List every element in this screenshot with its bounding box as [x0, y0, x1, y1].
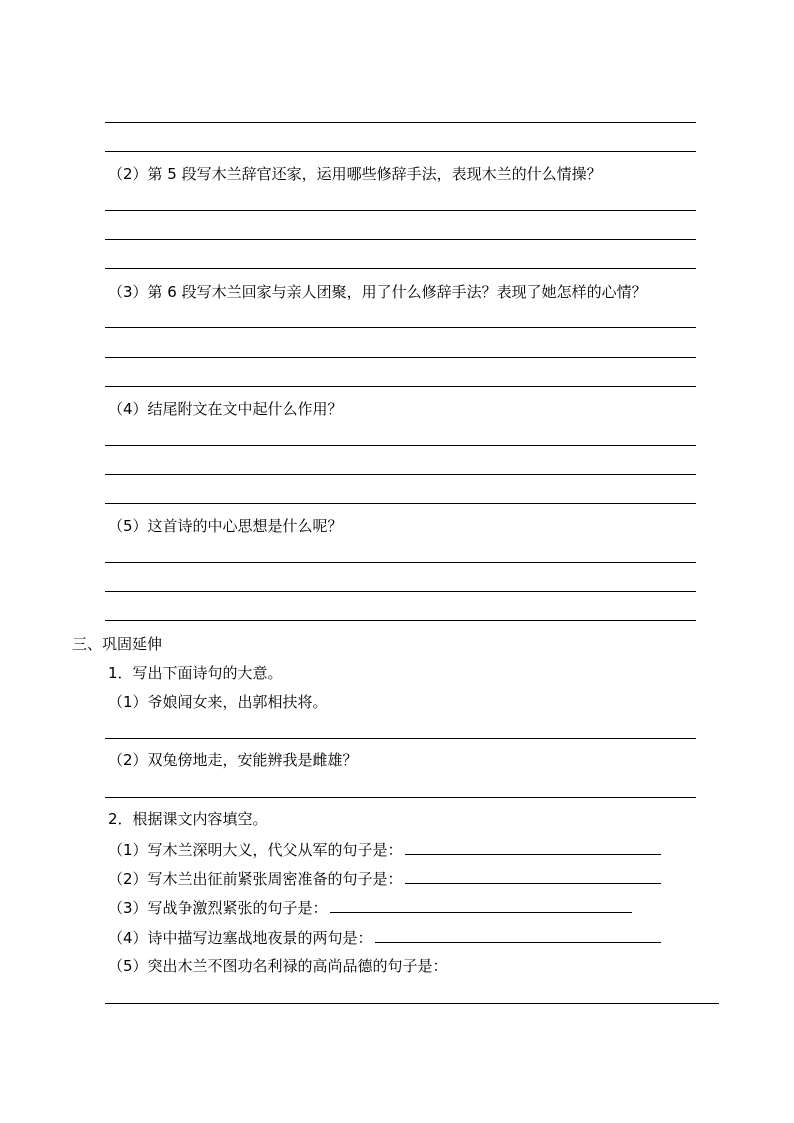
section-heading: 三、巩固延伸 [72, 635, 163, 653]
task-1-item-1: （1）爷娘闻女来，出郭相扶将。 [108, 693, 328, 711]
fill-blank-2[interactable] [405, 869, 661, 884]
answer-line[interactable] [105, 738, 696, 739]
fill-item-2-text: （2）写木兰出征前紧张周密准备的句子是： [108, 870, 403, 888]
answer-line[interactable] [105, 562, 696, 563]
answer-line[interactable] [105, 122, 696, 123]
answer-line[interactable] [105, 327, 696, 328]
answer-line[interactable] [105, 1003, 719, 1004]
fill-item-1 [108, 840, 661, 859]
fill-item-4-text: （4）诗中描写边塞战地夜景的两句是： [108, 929, 373, 947]
task-1-item-2: （2）双兔傍地走，安能辨我是雌雄？ [108, 751, 358, 769]
fill-item-1-text: （1）写木兰深明大义，代父从军的句子是： [108, 841, 403, 859]
answer-line[interactable] [105, 620, 696, 621]
fill-blank-4[interactable] [375, 928, 661, 943]
answer-line[interactable] [105, 797, 696, 798]
fill-blank-3[interactable] [330, 898, 632, 913]
answer-line[interactable] [105, 210, 696, 211]
question-3: （3）第 6 段写木兰回家与亲人团聚，用了什么修辞手法？表现了她怎样的心情？ [108, 283, 647, 301]
answer-line[interactable] [105, 591, 696, 592]
answer-line[interactable] [105, 151, 696, 152]
answer-line[interactable] [105, 386, 696, 387]
answer-line[interactable] [105, 503, 696, 504]
fill-item-4 [108, 928, 661, 947]
fill-item-5: （5）突出木兰不图功名利禄的高尚品德的句子是： [108, 957, 448, 975]
answer-line[interactable] [105, 445, 696, 446]
answer-line[interactable] [105, 239, 696, 240]
answer-line[interactable] [105, 474, 696, 475]
question-5: （5）这首诗的中心思想是什么呢？ [108, 517, 343, 535]
fill-item-3 [108, 898, 632, 917]
answer-line[interactable] [105, 268, 696, 269]
fill-blank-1[interactable] [405, 840, 661, 855]
answer-line[interactable] [105, 357, 696, 358]
question-4: （4）结尾附文在文中起什么作用？ [108, 400, 343, 418]
task-2-title: 2．根据课文内容填空。 [108, 810, 268, 828]
fill-item-2 [108, 869, 661, 888]
fill-item-3-text: （3）写战争激烈紧张的句子是： [108, 899, 328, 917]
question-2: （2）第 5 段写木兰辞官还家，运用哪些修辞手法，表现木兰的什么情操？ [108, 165, 602, 183]
task-1-title: 1．写出下面诗句的大意。 [108, 664, 283, 682]
